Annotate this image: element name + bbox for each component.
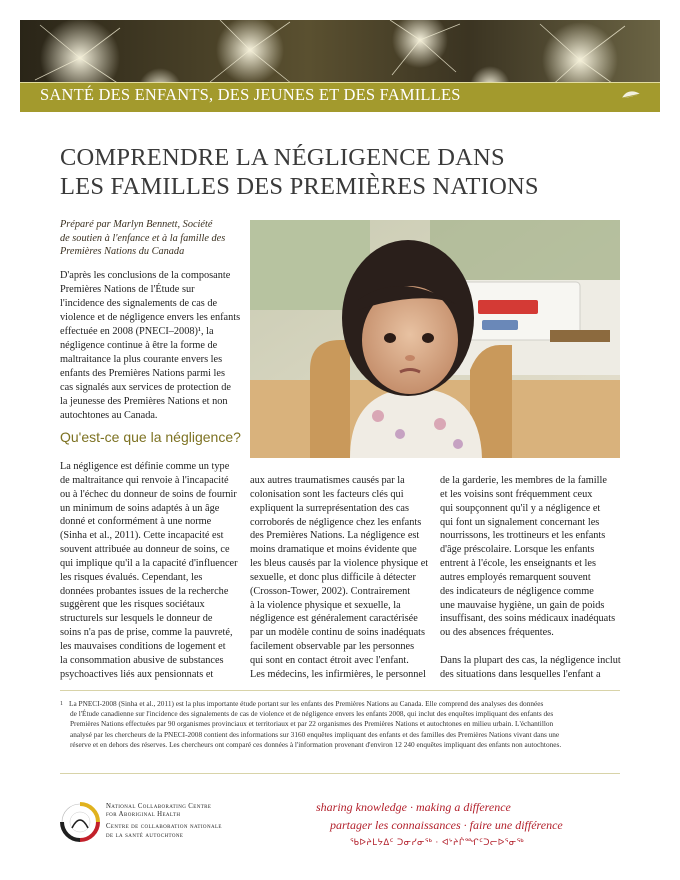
body-line: insuffisant, des soins médicaux inadéquats [440,613,616,625]
body-line: soins n'a pas de prise, comme la pauvreté, [60,627,233,639]
body-line: structurels sur lesquels le donneur de [60,613,213,625]
body-column-2 [250,474,432,682]
footnote-line: $^1$ La PNECI-2008 (Sinha et al., 2011) est la plus importante étude portant sur les enfants des Premières Nations au Canada. Elle comprend des analyses des données [60,699,544,708]
body-line: La négligence est définie comme un type [60,461,230,472]
body-line: des situations dans lesquelles l'enfant a [440,668,601,680]
body-column-3 [440,474,622,682]
leaf-icon [620,88,642,102]
body-line: souvent attribuée au donneur de soins, ce [60,544,230,556]
body-line: (Crosson-Tower, 2002). Contrairement [250,585,411,597]
tagline-syllabics: ᖃᐅᔨᒪᔭᐃᑦ ᑐᓂᓯᓂᖅ · ᐊᔾᔨᒌᙱᑦᑐᓕᐅᕐᓂᖅ [350,838,525,848]
body-line: facilement observable par les personnes [250,641,415,653]
body-line: des indicateurs de négligence comme [440,585,594,597]
intro-line: l'incidence des signalements de cas de [60,298,218,309]
body-line: qui implique qu'il a la capacité d'influencer [60,557,238,569]
footnote-line: analysé par les chercheurs de la PNECI-2008 contient des informations sur 3160 enquêtes impliquant des enfants et des familles des Premières Nations vivant dans une [70,729,560,739]
body-line: nourrissons, les trottineurs et les enfants [440,530,606,542]
body-line: (Sinha et al., 2011). Cette incapacité est [60,530,224,542]
body-line: donné et conformément à une norme [60,516,212,528]
intro-line: négligence continue à être la forme de [60,340,218,351]
footnote-divider-top [60,690,620,691]
page-title [60,143,620,201]
body-line: de la garderie, les membres de la famille [440,475,607,486]
body-line: un minimum de soins adaptés à un âge [60,502,220,514]
intro-paragraph [60,269,240,423]
intro-line: enfants des Premières Nations parmi les [60,368,225,379]
body-line: les bleus causés par la violence physique et [250,558,429,570]
org-name-en: National Collaborating Centre [106,803,212,810]
body-line: sexuelle, et donc plus difficile à détecter [250,571,416,583]
body-line: des Premières Nations. La négligence est [250,530,420,542]
body-line: à la violence physique et sexuelle, la [250,599,401,611]
body-line: ou des absences fréquentes. [440,627,554,639]
body-line: les mauvaises conditions de logement et [60,640,226,652]
body-line: d'âge préscolaire. Lorsque les enfants [440,544,595,556]
body-line: et les voisins sont fréquemment ceux [440,488,593,500]
child-photo [250,220,620,458]
body-line: suggèrent que les risques sociétaux [60,599,205,611]
footnote-line: Premières Nations effectuées par 90 organismes provinciaux et territoriaux et par 22 organismes des Premières Nations et autochtones en milieu urbain. L'échantillon [70,719,554,729]
body-line: ou à l'échec du donneur de soins de fournir [60,488,237,500]
intro-line: Premières Nations de l'Étude sur [60,284,195,295]
tagline-french: partager les connaissances · faire une différence [330,818,563,832]
intro-line: D'après les conclusions de la composante [60,270,231,281]
org-name-fr: de la santé autochtone [106,831,184,839]
byline-line: Premières Nations du Canada [60,246,185,257]
byline-line: de soutien à l'enfance et à la famille des [60,232,226,244]
body-line: de maltraitance qui renvoie à l'incapacité [60,474,229,486]
org-name-fr: Centre de collaboration nationale [106,823,222,831]
body-line: Dans la plupart des cas, la négligence inclut [440,654,621,666]
body-line: la consommation abusive de substances [60,654,224,666]
body-line: aux autres traumatismes causés par la [250,475,405,486]
intro-line: autochtones au Canada. [60,410,158,421]
org-name-en: for Aboriginal Health [106,811,181,819]
section-subheading: Qu'est-ce que la négligence? [60,429,241,445]
body-line: colonisation sont les facteurs clés qui [250,488,404,500]
intro-line: violence et de négligence envers les enfants [60,312,241,323]
body-column-1 [60,460,242,682]
title-line-2: LES FAMILLES DES PREMIÈRES NATIONS [60,173,539,200]
body-line: par un modèle continu de soins inadéquats [250,627,426,639]
intro-line: maltraitance la plus courante envers les [60,354,223,365]
body-line: une mauvaise hygiène, un gain de poids [440,599,605,611]
intro-line: effectuée en 2008 (PNECI–2008)¹, la [60,326,214,337]
body-line: expliquent la surreprésentation des cas [250,502,409,514]
body-line: les risques évalués. Cependant, les [60,571,203,583]
title-line-1: COMPRENDRE LA NÉGLIGENCE DANS [60,144,505,171]
section-title: SANTÉ DES ENFANTS, DES JEUNES ET DES FAMILLES [40,85,461,104]
body-line [440,640,622,654]
body-line: entrent à l'école, les enseignants et les [440,558,596,570]
organization-name [106,803,222,840]
byline-line: Préparé par Marlyn Bennett, Société [60,219,213,230]
footnote-divider-bottom [60,773,620,774]
body-line: corroborés de négligence chez les enfants [250,516,422,528]
intro-line: cas signalés aux services de protection de [60,382,231,393]
nccah-logo-icon [58,800,102,844]
footnote-line: de l'Étude canadienne sur l'incidence des signalements de cas de violence et de négligence envers les enfants 2008, qui inclut des enquêtes impliquant des enfants des [70,709,554,719]
footnote-line: réserve et en dehors des réserves. Les chercheurs ont comparé ces données à l'information provenant d'environ 12 240 enquêtes impliquant des enfants non autochtones. [70,739,562,749]
tagline-english: sharing knowledge · making a difference [316,800,511,814]
body-line: moins dramatique et moins évidente que [250,544,417,556]
body-line: données probantes issues de la recherche [60,585,229,597]
body-line: qui font un signalement concernant les [440,516,600,528]
intro-line: la jeunesse des Premières Nations et non [60,396,228,407]
body-line: négligence est généralement caractérisée [250,613,418,625]
footnote [60,699,630,750]
author-byline [60,218,240,259]
body-line: qui sont en contact étroit avec l'enfant. [250,654,409,666]
body-line: Les médecins, les infirmières, le personnel [250,668,426,680]
footnote-marker: 1 [60,701,63,707]
body-line: qui soupçonnent qu'il y a négligence et [440,502,601,514]
body-line: autres employés remarquent souvent [440,571,591,583]
body-line: psychoactives liés aux pensionnats et [60,668,214,680]
